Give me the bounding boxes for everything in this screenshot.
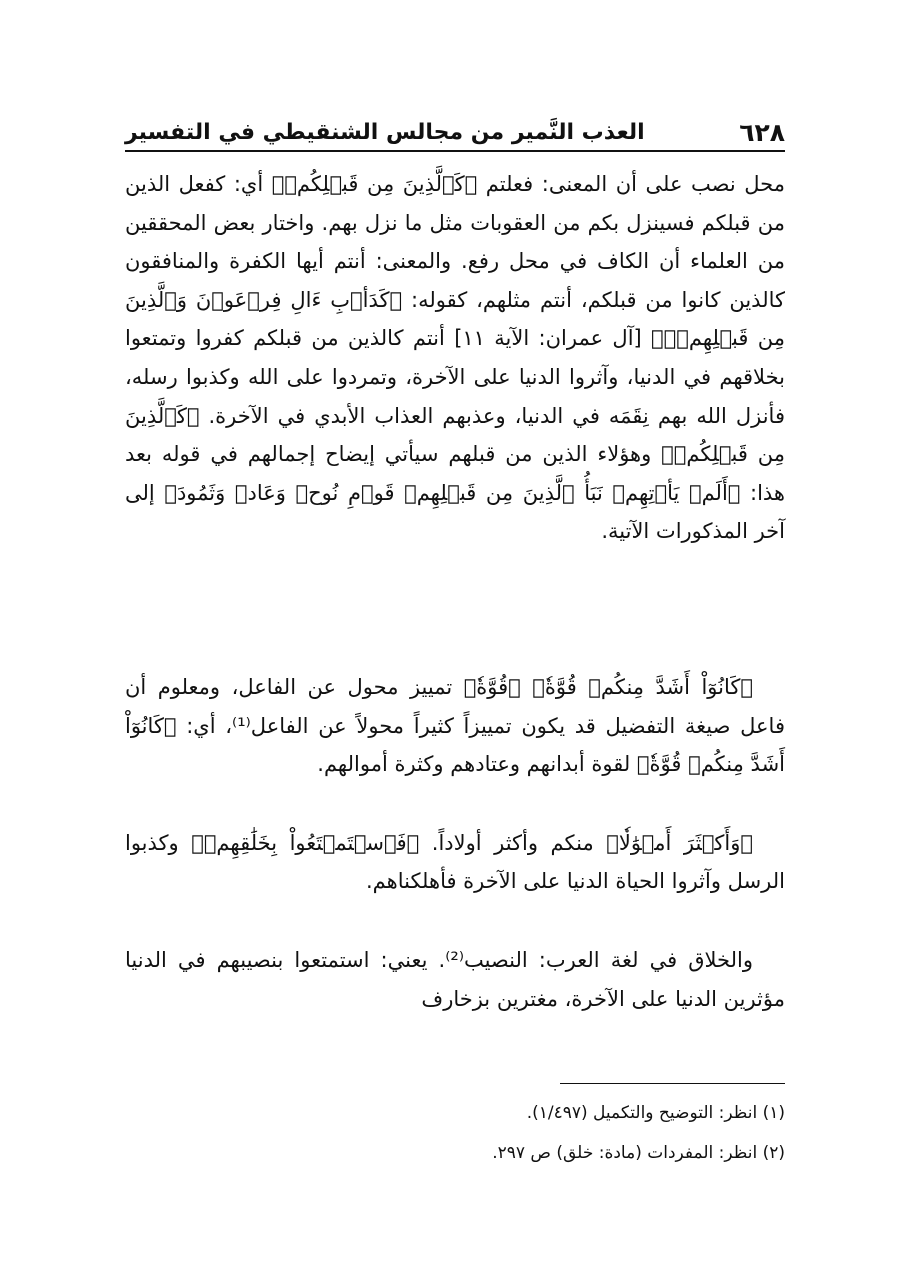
- page-number: ٦٢٨: [739, 118, 785, 147]
- running-title: العذب النَّمير من مجالس الشنقيطي في التفسير: [125, 120, 645, 145]
- paragraph-spacer: [125, 784, 785, 824]
- footnote-separator: [560, 1083, 785, 1084]
- footnotes: [125, 1093, 785, 1173]
- body-text: [125, 165, 785, 1018]
- paragraph-1: محل نصب على أن المعنى: فعلتم ﴿كَٱلَّذِينَ مِن قَبۡلِكُمۡ﴾ أي: كفعل الذين من قبلكم فسينزل بكم من العقوبات مثل ما نزل بهم. واختار بعض المحققين من العلماء أن الكاف في محل رفع. والمعنى: أنتم أيها الكفرة والمنافقون كالذين كانوا من قبلكم، أنتم مثلهم، كقوله: ﴿كَدَأۡبِ ءَالِ فِرۡعَوۡنَ وَٱلَّذِينَ مِن قَبۡلِهِمۡۚ﴾ [آل عمران: الآية ١١] أنتم كالذين من قبلكم كفروا وتمتعوا بخلاقهم في الدنيا، وآثروا الدنيا على الآخرة، وتمردوا على الله وكذبوا رسله، فأنزل الله بهم نِقَمَه في الدنيا، وعذبهم العذاب الأبدي في الآخرة. ﴿كَٱلَّذِينَ مِن قَبۡلِكُمۡ﴾ وهؤلاء الذين من قبلهم سيأتي إيضاح إجمالهم في قوله بعد هذا: ﴿أَلَمۡ يَأۡتِهِمۡ نَبَأُ ٱلَّذِينَ مِن قَبۡلِهِمۡ قَوۡمِ نُوحٖ وَعَادٖ وَثَمُودَ﴾ إلى آخر المذكورات الآتية.: [125, 172, 785, 544]
- paragraph-spacer: [125, 901, 785, 941]
- paragraph-spacer: [125, 628, 785, 668]
- footnote-1: (١) انظر: التوضيح والتكميل (١/٤٩٧).: [526, 1103, 785, 1123]
- paragraph-4: والخلاق في لغة العرب: النصيب⁽²⁾. يعني: استمتعوا بنصيبهم في الدنيا مؤثرين الدنيا على الآخرة، مغترين بزخارف: [125, 947, 785, 1011]
- paragraph-2: ﴿كَانُوٓاْ أَشَدَّ مِنكُمۡ قُوَّةٗ﴾ ﴿قُوَّةٗ﴾ تمييز محول عن الفاعل، ومعلوم أن فاعل صيغة التفضيل قد يكون تمييزاً كثيراً محولاً عن الفاعل⁽¹⁾، أي: ﴿كَانُوٓاْ أَشَدَّ مِنكُمۡ قُوَّةٗ﴾ لقوة أبدانهم وعتادهم وكثرة أموالهم.: [125, 675, 785, 777]
- page-header: [125, 112, 785, 152]
- paragraph-3: ﴿وَأَكۡثَرَ أَمۡوَٰلٗا﴾ منكم وأكثر أولاداً. ﴿فَٱسۡتَمۡتَعُواْ بِخَلَٰقِهِمۡ﴾ وكذبوا الرسل وآثروا الحياة الدنيا على الآخرة فأهلكناهم.: [125, 830, 785, 894]
- footnote-2: (٢) انظر: المفردات (مادة: خلق) ص ٢٩٧.: [492, 1143, 785, 1163]
